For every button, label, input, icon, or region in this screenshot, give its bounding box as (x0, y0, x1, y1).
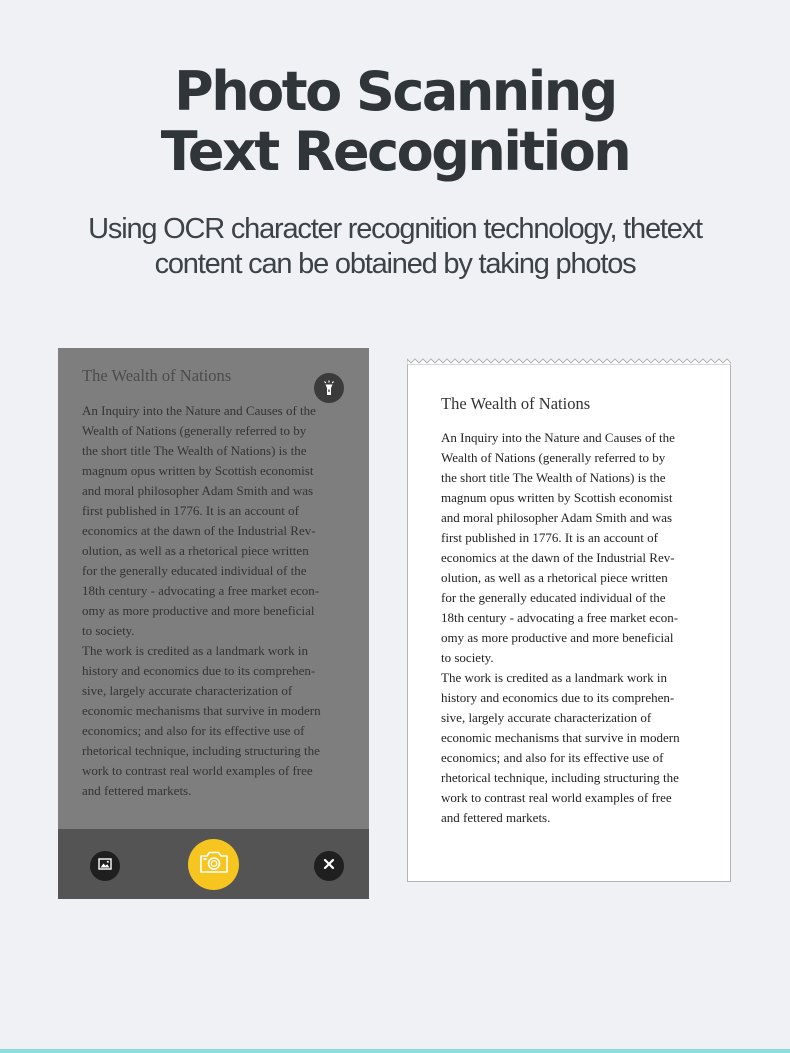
recognized-text-paper (407, 364, 731, 882)
shutter-button[interactable] (188, 839, 239, 890)
close-button[interactable] (314, 851, 344, 881)
gallery-button[interactable] (90, 851, 120, 881)
scanned-document-body: An Inquiry into the Nature and Causes of the Wealth of Nations (generally referred to by the short title The Wealth of Nations) is the magnum opus written by Scottish economist and moral philosopher Adam Smith and was first published in 1776. It is an account of economics at the dawn of the Industrial Rev- olution, as well as a rhetorical piece written for the generally educated individual of the 18th century - advocating a free market econ- omy as more productive and more beneficial to society. The work is credited as a landmark work in history and economics due to its comprehen- sive, largely accurate characterization of economic mechanisms that survive in modern economics; and also for its effective use of rhetorical technique, including structuring the work to contrast real world examples of free and fettered markets. (82, 403, 321, 798)
gallery-icon (98, 857, 112, 875)
recognized-document-body[interactable]: An Inquiry into the Nature and Causes of the Wealth of Nations (generally referred to by the short title The Wealth of Nations) is the magnum opus written by Scottish economist and moral philosopher Adam Smith and was first published in 1776. It is an account of economics at the dawn of the Industrial Rev- olution, as well as a rhetorical piece written for the generally educated individual of the 18th century - advocating a free market econ- omy as more productive and more beneficial to society. The work is credited as a landmark work in history and economics due to its comprehen- sive, largely accurate characterization of economic mechanisms that survive in modern economics; and also for its effective use of rhetorical technique, including structuring the work to contrast real world examples of free and fettered markets. (441, 430, 680, 825)
torn-edge (407, 357, 731, 365)
title-line-1: Photo Scanning (174, 60, 616, 123)
scanned-document-title: The Wealth of Nations (82, 366, 232, 385)
page-title (0, 62, 790, 182)
flashlight-icon[interactable] (314, 373, 344, 403)
recognized-document-title: The Wealth of Nations (441, 394, 591, 413)
title-line-2: Text Recognition (160, 120, 630, 183)
camera-toolbar (58, 829, 369, 899)
subtitle-line-1: Using OCR character recognition technology, thetext (88, 213, 702, 245)
bottom-accent-line (0, 1049, 790, 1053)
camera-icon (198, 849, 230, 880)
close-icon (323, 857, 335, 875)
subtitle-line-2: content can be obtained by taking photos (154, 248, 636, 280)
camera-scanner-panel (58, 348, 369, 899)
page-subtitle (40, 212, 750, 282)
